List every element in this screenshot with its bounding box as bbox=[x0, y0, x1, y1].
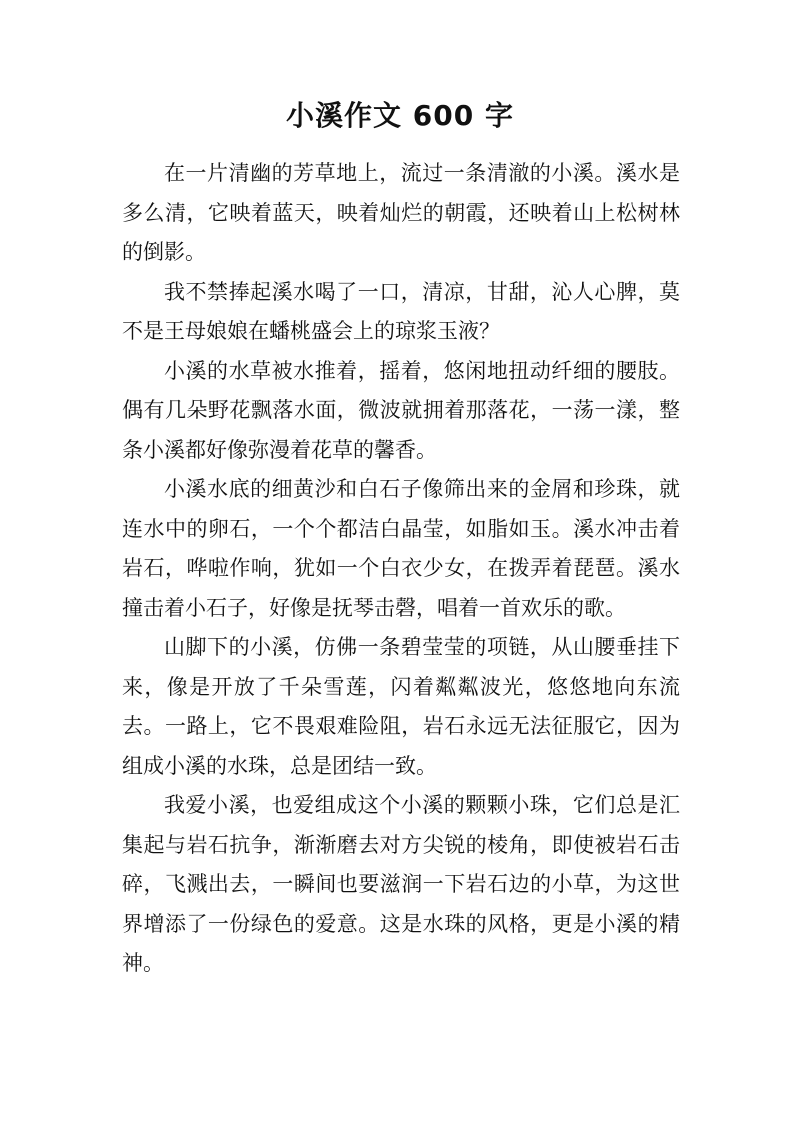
paragraph-3: 小溪的水草被水推着，摇着，悠闲地扭动纤细的腰肢。偶有几朵野花飘落水面，微波就拥着那落花，一荡一漾，整条小溪都好像弥漫着花草的馨香。 bbox=[122, 358, 680, 462]
paragraph-5: 山脚下的小溪，仿佛一条碧莹莹的项链，从山腰垂挂下来，像是开放了千朵雪莲，闪着粼粼波光，悠悠地向东流去。一路上，它不畏艰难险阻，岩石永远无法征服它，因为组成小溪的水珠，总是团结一致。 bbox=[122, 635, 680, 778]
paragraph-2: 我不禁捧起溪水喝了一口，清凉，甘甜，沁人心脾，莫不是王母娘娘在蟠桃盛会上的琼浆玉液？ bbox=[122, 279, 680, 343]
page-title: 小溪作文 600 字 bbox=[286, 99, 514, 132]
essay-body bbox=[122, 154, 680, 984]
paragraph-4: 小溪水底的细黄沙和白石子像筛出来的金屑和珍珠，就连水中的卵石，一个个都洁白晶莹，如脂如玉。溪水冲击着岩石，哗啦作响，犹如一个白衣少女，在拨弄着琵琶。溪水撞击着小石子，好像是抚琴击磬，唱着一首欢乐的歌。 bbox=[122, 477, 680, 620]
paragraph-6: 我爱小溪，也爱组成这个小溪的颗颗小珠，它们总是汇集起与岩石抗争，渐渐磨去对方尖锐的棱角，即使被岩石击碎，飞溅出去，一瞬间也要滋润一下岩石边的小草，为这世界增添了一份绿色的爱意。这是水珠的风格，更是小溪的精神。 bbox=[122, 793, 680, 975]
paragraph-1: 在一片清幽的芳草地上，流过一条清澈的小溪。溪水是多么清，它映着蓝天，映着灿烂的朝霞，还映着山上松树林的倒影。 bbox=[122, 161, 680, 264]
